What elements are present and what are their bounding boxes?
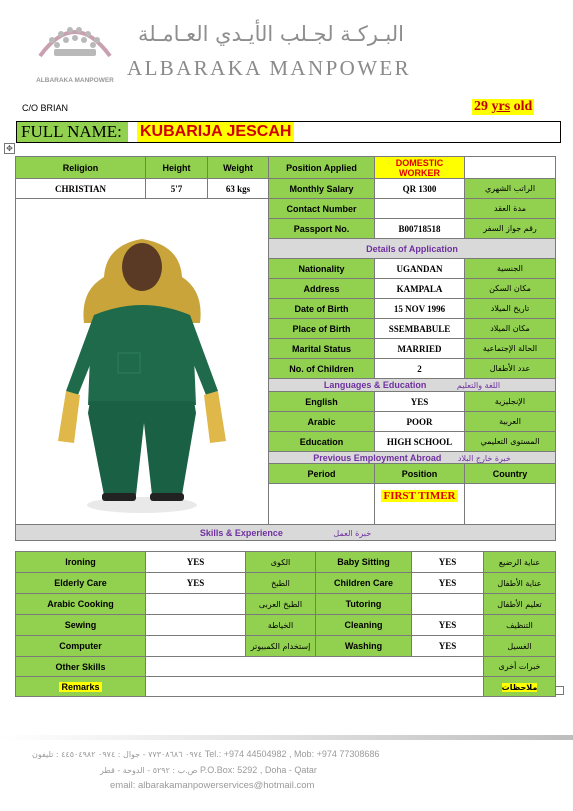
position-applied-header: Position Applied xyxy=(269,157,375,179)
passport-arabic: رقم جواز السفر xyxy=(465,219,556,239)
employment-header xyxy=(269,452,556,464)
children-label: No. of Children xyxy=(269,359,375,379)
height-header: Height xyxy=(146,157,208,179)
first-timer-note: FIRST TIMER xyxy=(383,490,456,502)
dob-value: 15 NOV 1996 xyxy=(375,299,465,319)
other-skills-label: Other Skills xyxy=(16,657,146,677)
remarks-arabic-cell xyxy=(484,677,556,697)
employment-header-en: Previous Employment Abroad xyxy=(313,452,442,463)
skill-arabic-cooking-value xyxy=(146,594,246,615)
height-value: 5'7 xyxy=(146,179,208,199)
logo-caption: ALBARAKA MANPOWER xyxy=(36,77,114,84)
blank-cell xyxy=(465,157,556,179)
other-skills-arabic: خبرات أخرى xyxy=(484,657,556,677)
children-arabic: عدد الأطفال xyxy=(465,359,556,379)
company-name-english: ALBARAKA MANPOWER xyxy=(127,56,412,80)
skill-computer-label: Computer xyxy=(16,636,146,657)
languages-header xyxy=(269,379,556,392)
arabic-value: POOR xyxy=(375,412,465,432)
passport-value: B00718518 xyxy=(375,219,465,239)
skill-tutoring-label: Tutoring xyxy=(316,594,412,615)
skills-header-ar: خبرة العمل xyxy=(333,528,372,538)
company-name-arabic: البـركـة لجـلب الأيـدي العـامـلة xyxy=(137,22,405,46)
other-skills-value xyxy=(146,657,484,677)
religion-header: Religion xyxy=(16,157,146,179)
weight-value: 63 kgs xyxy=(208,179,269,199)
monthly-salary-label: Monthly Salary xyxy=(269,179,375,199)
remarks-label-cell xyxy=(16,677,146,697)
footer-phone-arabic: ٠٩٧٤ ٧٧٣٠٨٦٨٦ - جوال : ٠٩٧٤ ٤٤٥٠٤٩٨٢ : تليفون xyxy=(32,750,203,759)
education-value: HIGH SCHOOL xyxy=(375,432,465,452)
dob-arabic: تاريخ الميلاد xyxy=(465,299,556,319)
remarks-value xyxy=(146,677,484,697)
skill-elderly-care-arabic: الطبخ xyxy=(246,573,316,594)
photo-cell xyxy=(16,199,269,525)
skill-washing-arabic: الغسيل xyxy=(484,636,556,657)
company-logo xyxy=(30,12,120,86)
english-arabic: الإنجليزية xyxy=(465,392,556,412)
skill-sewing-value xyxy=(146,615,246,636)
skill-computer-value xyxy=(146,636,246,657)
pob-value: SSEMBABULE xyxy=(375,319,465,339)
care-of: C/O BRIAN xyxy=(22,103,69,113)
skill-children-care-arabic: عناية الأطفال xyxy=(484,573,556,594)
contact-number-arabic: مدة العقد xyxy=(465,199,556,219)
footer-divider xyxy=(0,735,573,740)
worker-photo xyxy=(24,205,260,519)
languages-header-ar: اللغة والتعليم xyxy=(456,381,501,390)
skill-elderly-care-label: Elderly Care xyxy=(16,573,146,594)
contact-number-value xyxy=(375,199,465,219)
footer-phone-english: Tel.: +974 44504982 , Mob: +974 77308686 xyxy=(204,749,380,759)
period-cell xyxy=(269,484,375,525)
skills-header xyxy=(16,525,556,541)
age-badge xyxy=(472,99,534,115)
remarks-label: Remarks xyxy=(61,681,100,692)
children-value: 2 xyxy=(375,359,465,379)
skills-table xyxy=(15,551,556,697)
arabic-label: Arabic xyxy=(269,412,375,432)
pob-label: Place of Birth xyxy=(269,319,375,339)
table-resize-handle-icon[interactable] xyxy=(555,686,564,695)
skill-ironing-arabic: الكوى xyxy=(246,552,316,573)
position-applied-value xyxy=(375,157,465,179)
skill-baby-sitting-value: YES xyxy=(412,552,484,573)
skill-sewing-label: Sewing xyxy=(16,615,146,636)
full-name-label: FULL NAME: xyxy=(17,122,128,142)
period-header: Period xyxy=(269,464,375,484)
skill-children-care-label: Children Care xyxy=(316,573,412,594)
footer-email[interactable]: email: albarakamanpowerservices@hotmail.com xyxy=(110,780,315,791)
position-applied-text: DOMESTIC WORKER xyxy=(395,158,444,178)
english-value: YES xyxy=(375,392,465,412)
skill-washing-value: YES xyxy=(412,636,484,657)
footer-address-line xyxy=(100,765,317,775)
country-cell xyxy=(465,484,556,525)
contact-number-label: Contact Number xyxy=(269,199,375,219)
skill-cleaning-label: Cleaning xyxy=(316,615,412,636)
footer-address-english: P.O.Box: 5292 , Doha - Qatar xyxy=(199,765,317,775)
skill-cleaning-arabic: التنظيف xyxy=(484,615,556,636)
employment-header-ar: خبرة خارج البلاد xyxy=(457,453,511,463)
skills-header-en: Skills & Experience xyxy=(199,527,283,538)
skill-arabic-cooking-label: Arabic Cooking xyxy=(16,594,146,615)
skill-tutoring-arabic: تعليم الأطفال xyxy=(484,594,556,615)
application-table xyxy=(15,156,556,541)
age-number: 29 xyxy=(474,99,488,114)
details-header: Details of Application xyxy=(269,239,556,259)
education-arabic: المستوى التعليمي xyxy=(465,432,556,452)
age-suffix: old xyxy=(513,99,533,114)
position-cell xyxy=(375,484,465,525)
skill-sewing-arabic: الخياطة xyxy=(246,615,316,636)
footer-address-arabic: ص.ب : ٥٢٩٢ - الدوحة - قطر xyxy=(100,766,198,775)
address-label: Address xyxy=(269,279,375,299)
address-arabic: مكان السكن xyxy=(465,279,556,299)
position-header: Position xyxy=(375,464,465,484)
full-name-value: KUBARIJA JESCAH xyxy=(137,122,294,142)
nationality-label: Nationality xyxy=(269,259,375,279)
country-header: Country xyxy=(465,464,556,484)
full-name-bar xyxy=(16,121,561,143)
marital-status-value: MARRIED xyxy=(375,339,465,359)
address-value: KAMPALA xyxy=(375,279,465,299)
dob-label: Date of Birth xyxy=(269,299,375,319)
weight-header: Weight xyxy=(208,157,269,179)
skill-baby-sitting-arabic: عناية الرضيع xyxy=(484,552,556,573)
footer-phone-line xyxy=(32,749,379,759)
monthly-salary-arabic: الراتب الشهري xyxy=(465,179,556,199)
education-label: Education xyxy=(269,432,375,452)
skill-children-care-value: YES xyxy=(412,573,484,594)
skill-cleaning-value: YES xyxy=(412,615,484,636)
english-label: English xyxy=(269,392,375,412)
table-move-handle-icon[interactable]: ✥ xyxy=(4,143,15,154)
languages-header-en: Languages & Education xyxy=(323,380,427,390)
marital-status-label: Marital Status xyxy=(269,339,375,359)
monthly-salary-value: QR 1300 xyxy=(375,179,465,199)
skill-ironing-label: Ironing xyxy=(16,552,146,573)
skill-arabic-cooking-arabic: الطبخ العربى xyxy=(246,594,316,615)
nationality-value: UGANDAN xyxy=(375,259,465,279)
passport-label: Passport No. xyxy=(269,219,375,239)
skill-tutoring-value xyxy=(412,594,484,615)
skill-elderly-care-value: YES xyxy=(146,573,246,594)
nationality-arabic: الجنسية xyxy=(465,259,556,279)
skill-baby-sitting-label: Baby Sitting xyxy=(316,552,412,573)
marital-status-arabic: الحالة الإجتماعية xyxy=(465,339,556,359)
skill-ironing-value: YES xyxy=(146,552,246,573)
skill-washing-label: Washing xyxy=(316,636,412,657)
remarks-arabic: ملاحظات xyxy=(501,682,538,692)
arabic-arabic: العربية xyxy=(465,412,556,432)
skill-computer-arabic: إستخدام الكمبيوتر xyxy=(246,636,316,657)
age-unit: yrs xyxy=(491,99,511,114)
pob-arabic: مكان الميلاد xyxy=(465,319,556,339)
religion-value: CHRISTIAN xyxy=(16,179,146,199)
